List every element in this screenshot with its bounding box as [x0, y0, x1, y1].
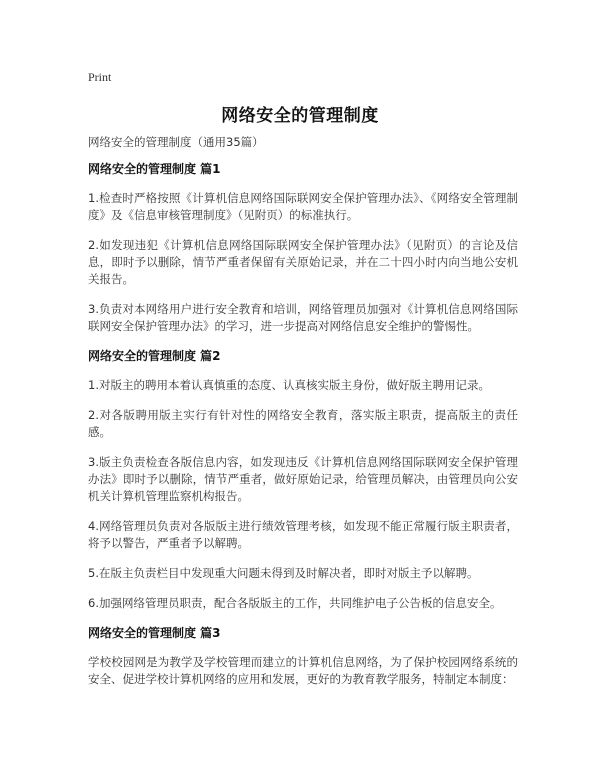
section-2-paragraph-1: 1.对版主的聘用本着认真慎重的态度、认真核实版主身份，做好版主聘用记录。: [88, 378, 490, 392]
document-body: [88, 134, 518, 701]
document-subtitle: 网络安全的管理制度（通用35篇）: [88, 135, 264, 149]
page-title: 网络安全的管理制度: [221, 106, 379, 126]
section-2-paragraph-3: 3.版主负责检查各版信息内容，如发现违反《计算机信息网络国际联网安全保护管理办法》即时予以删除，情节严重者，做好原始记录，给管理员解决，由管理员向公安机关计算机管理监察机构报告。: [88, 455, 518, 503]
section-1-paragraph-1: 1.检查时严格按照《计算机信息网络国际联网安全保护管理办法》、《网络安全管理制度》及《信息审核管理制度》（见附页）的标准执行。: [88, 191, 518, 222]
section-2-paragraph-2: 2.对各版聘用版主实行有针对性的网络安全教育，落实版主职责，提高版主的责任感。: [88, 408, 518, 439]
section-heading-3: 网络安全的管理制度 篇3: [88, 626, 221, 640]
section-2-paragraph-4: 4.网络管理员负责对各版版主进行绩效管理考核，如发现不能正常履行版主职责者，将予以警告，严重者予以解聘。: [88, 519, 518, 550]
section-2-paragraph-6: 6.加强网络管理员职责，配合各版版主的工作，共同维护电子公告板的信息安全。: [88, 596, 502, 610]
section-heading-2: 网络安全的管理制度 篇2: [88, 349, 221, 363]
section-heading-1: 网络安全的管理制度 篇1: [88, 162, 221, 176]
section-1-paragraph-2: 2.如发现违犯《计算机信息网络国际联网安全保护管理办法》（见附页）的言论及信息，即时予以删除，情节严重者保留有关原始记录，并在二十四小时内向当地公安机关报告。: [88, 238, 518, 286]
section-1-paragraph-3: 3.负责对本网络用户进行安全教育和培训，网络管理员加强对《计算机信息网络国际联网安全保护管理办法》的学习，进一步提高对网络信息安全维护的警惕性。: [88, 302, 518, 333]
section-3-paragraph-1: 学校校园网是为教学及学校管理而建立的计算机信息网络，为了保护校园网络系统的安全、促进学校计算机网络的应用和发展，更好的为教育教学服务，特制定本制度：: [88, 655, 518, 686]
print-link[interactable]: Print: [88, 70, 112, 84]
section-2-paragraph-5: 5.在版主负责栏目中发现重大问题未得到及时解决者，即时对版主予以解聘。: [88, 566, 479, 580]
